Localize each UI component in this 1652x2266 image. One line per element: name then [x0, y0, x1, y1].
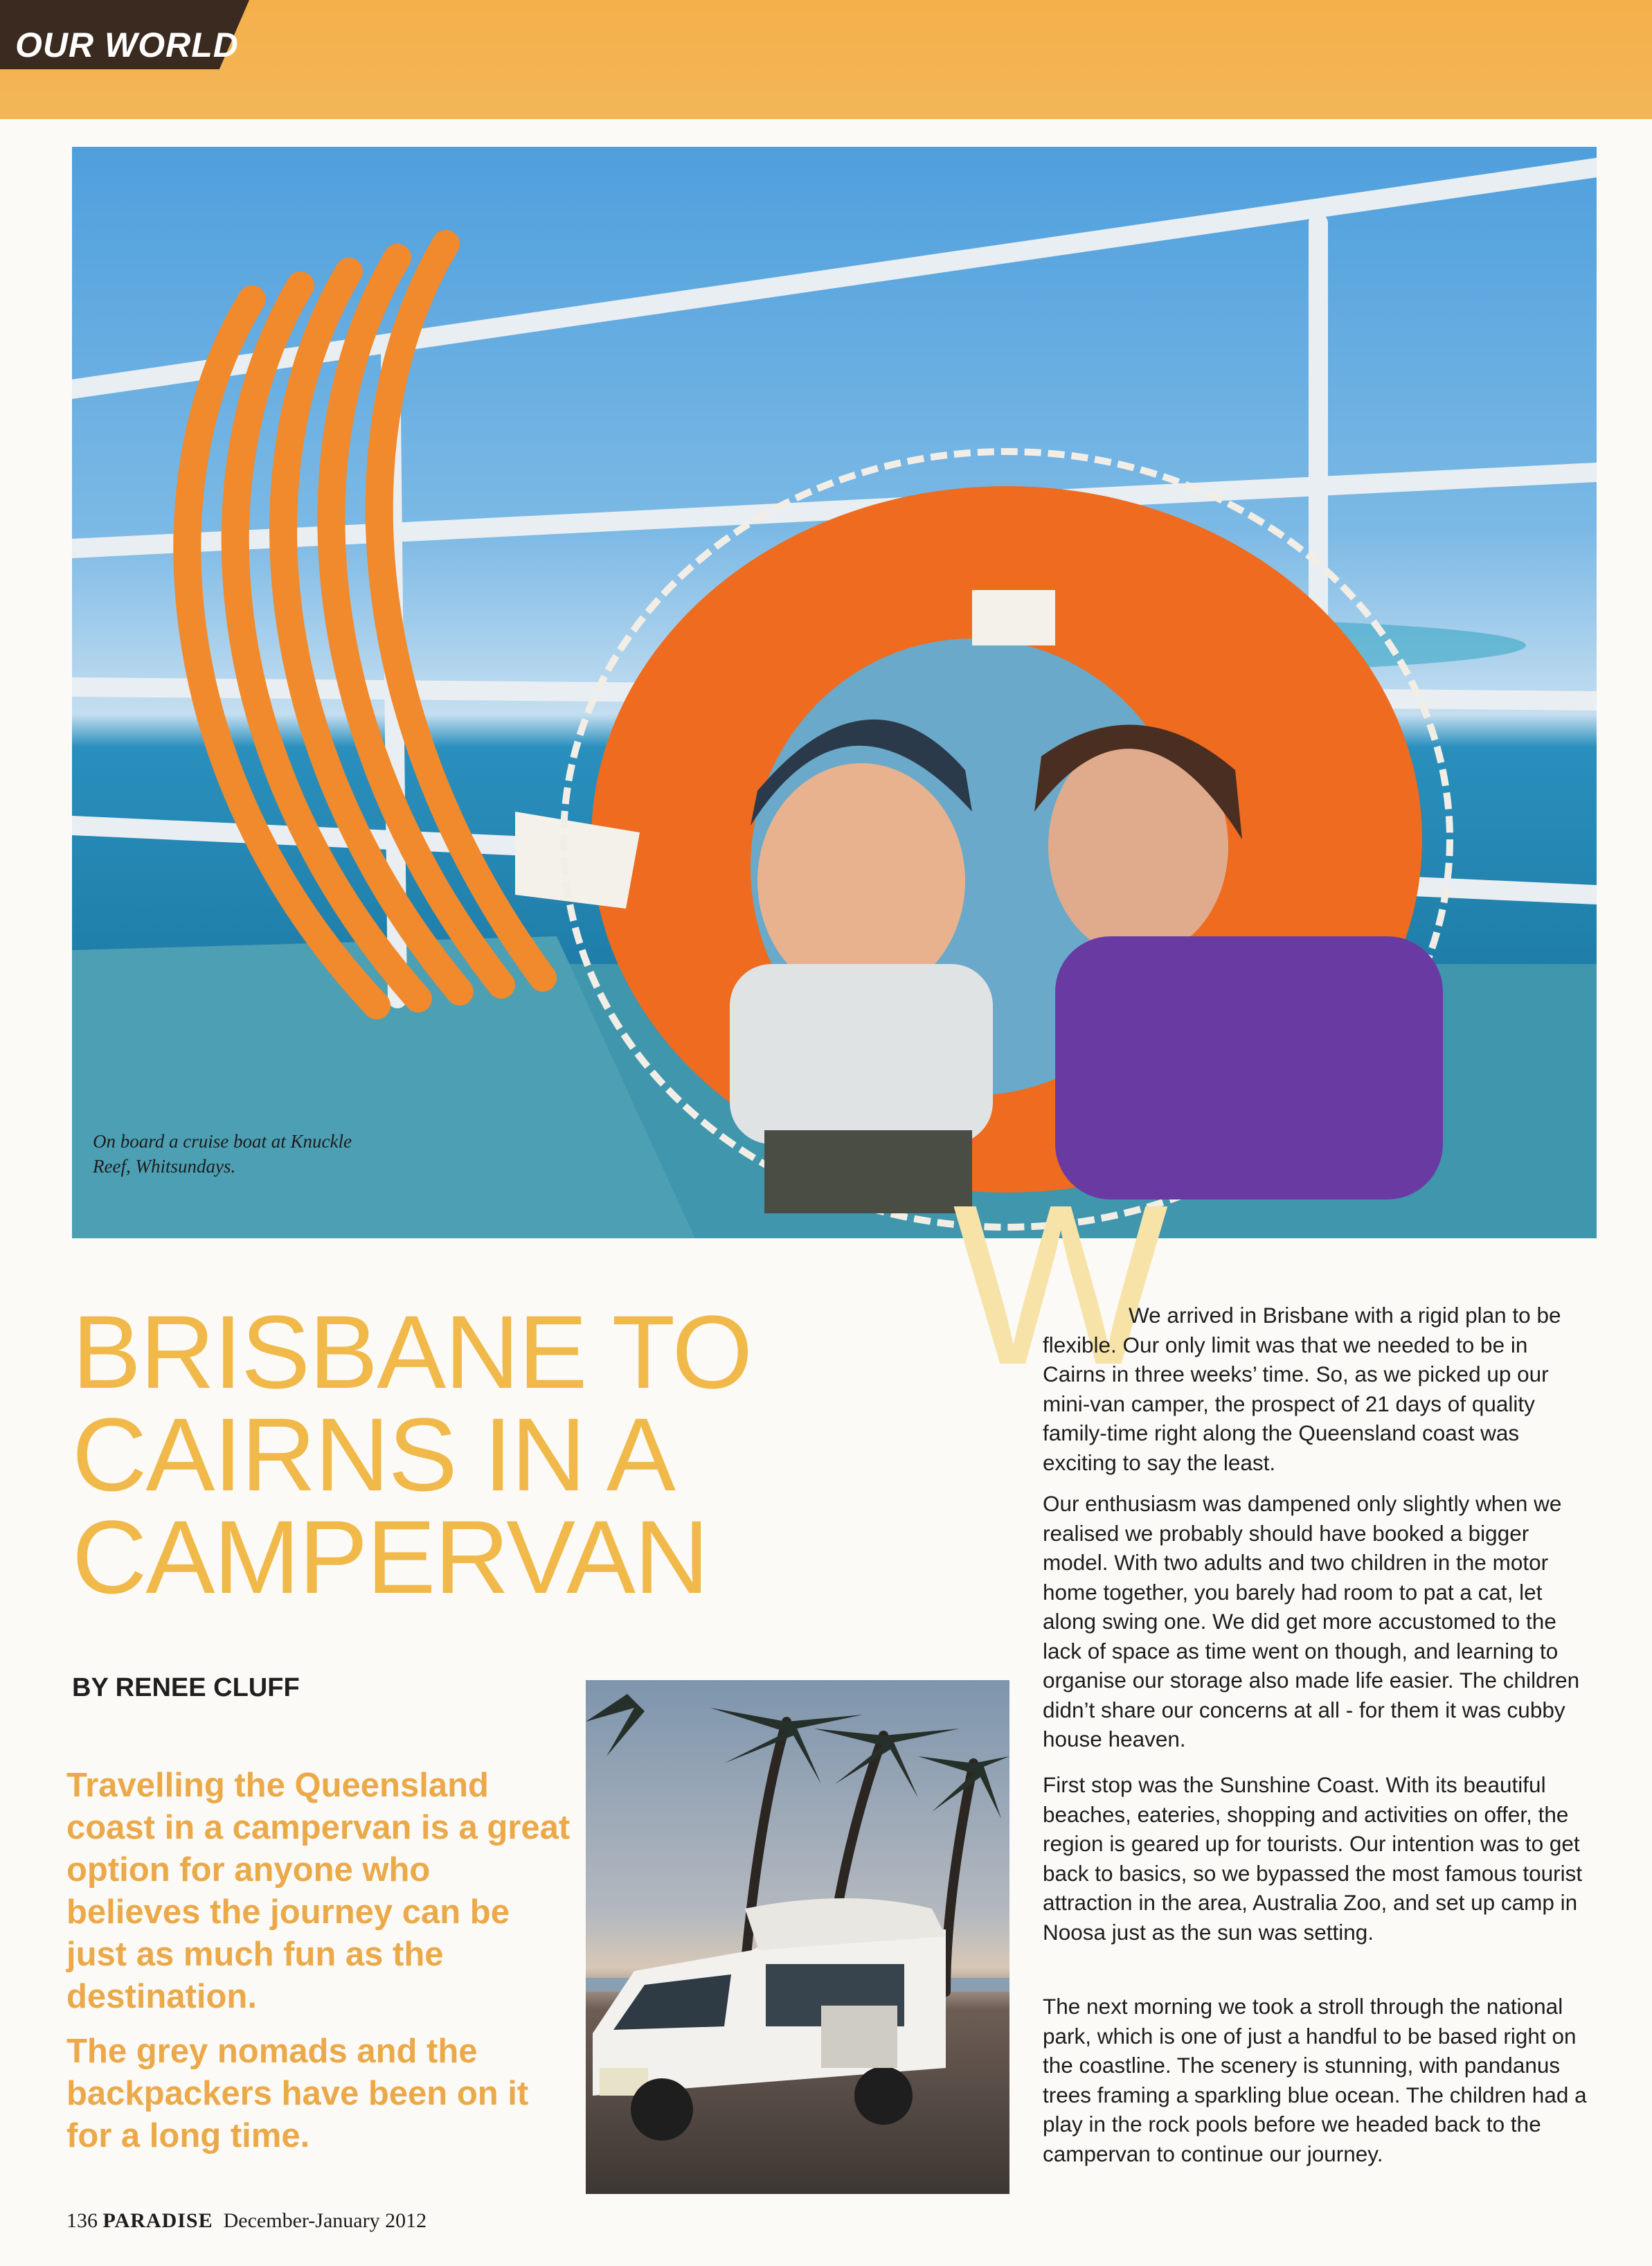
header-band	[0, 0, 1652, 119]
headline-line-3: CAMPERVAN	[72, 1499, 708, 1615]
headline-line-1: BRISBANE TO	[72, 1294, 752, 1410]
body-paragraph-4: The next morning we took a stroll through the national park, which is one of just a handful to be based right on the coastline. The scenery is stunning, with pandanus trees framing a sparkling blue ocean. The children had a play in the rock pools before we headed back to the campervan to continue our journey.	[1043, 1994, 1587, 2166]
issue-date: December-January 2012	[223, 2209, 427, 2232]
page-number: 136	[66, 2209, 98, 2232]
body-paragraph-3: First stop was the Sunshine Coast. With its beautiful beaches, eateries, shopping and activities on offer, the region is geared up for tourists. Our intention was to get back to basics, so we bypassed the most famous tourist attraction in the area, Australia Zoo, and set up camp in Noosa just as the sun was setting.	[1043, 1772, 1583, 1945]
article-headline	[72, 1294, 951, 1615]
body-paragraph-2: Our enthusiasm was dampened only slightly when we realised we probably should have booked a bigger model. With two adults and two children in the motor home together, you barely had room to pat a cat, let along swing one. We did get more accustomed to the lack of space as time went on though, and learning to organise our storage also made life easier. The children didn’t share our concerns at all - for them it was cubby house heaven.	[1043, 1491, 1580, 1751]
section-label: OUR WORLD	[15, 26, 239, 64]
hero-photo	[72, 147, 1597, 1238]
standfirst-1: Travelling the Queensland coast in a campervan is a great option for anyone who believes the journey can be just as much fun as the destination.	[66, 1767, 571, 2015]
headline-line-2: CAIRNS IN A	[72, 1396, 674, 1513]
hero-caption: On board a cruise boat at Knuckle Reef, Whitsundays.	[93, 1131, 352, 1177]
page-folio	[66, 2209, 427, 2233]
hero-illustration	[72, 147, 1597, 1238]
byline: BY RENEE CLUFF	[72, 1673, 300, 1702]
standfirst-2: The grey nomads and the backpackers have been on it for a long time.	[66, 2033, 529, 2155]
body-paragraph-1: We arrived in Brisbane with a rigid plan to be flexible. Our only limit was that we needed to be in Cairns in three weeks’ time. So, as we picked up our mini-van camper, the prospect of 21 days of quality family-time right along the Queensland coast was exciting to say the least.	[1043, 1303, 1561, 1475]
magazine-name: PARADISE	[102, 2209, 213, 2232]
drop-cap: W	[953, 1157, 1169, 1412]
campervan-photo	[586, 1680, 1009, 2194]
